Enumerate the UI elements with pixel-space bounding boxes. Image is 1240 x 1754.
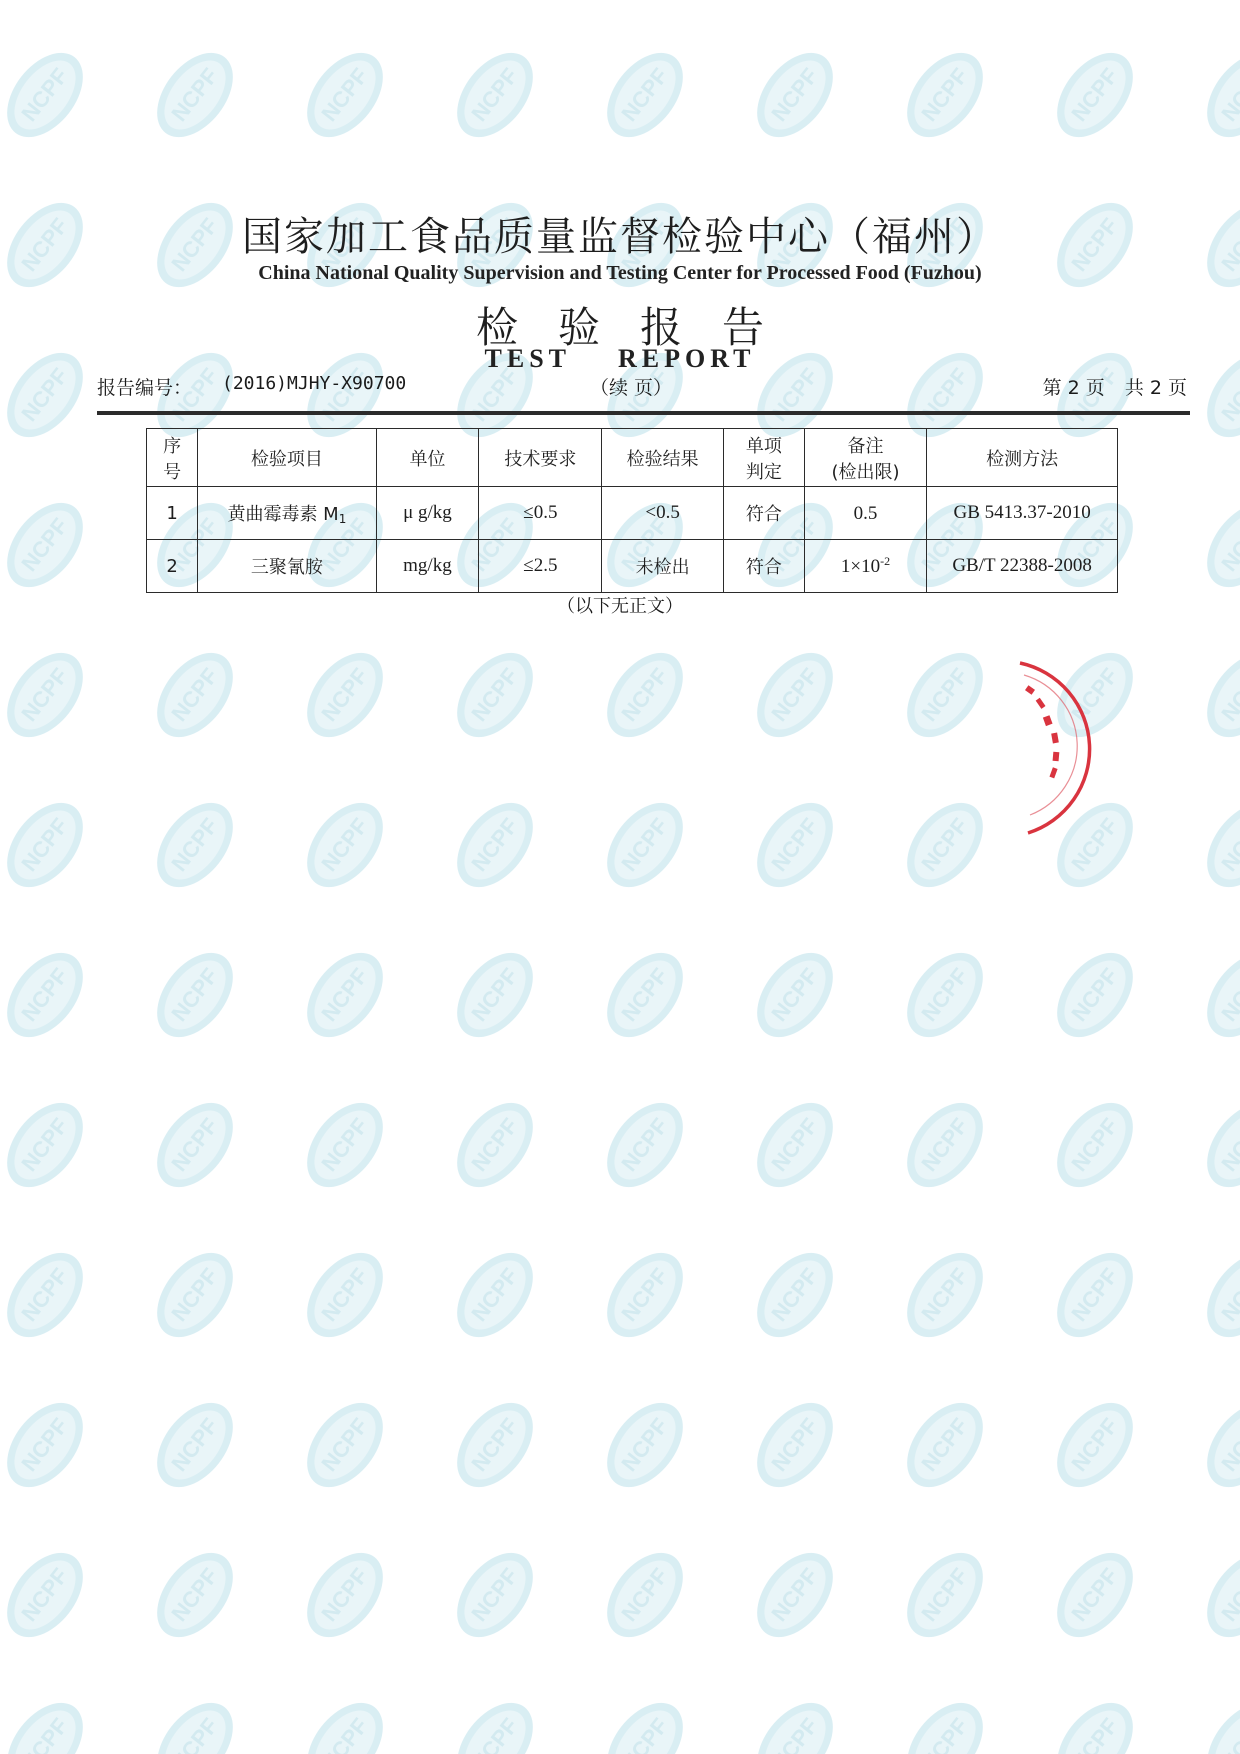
- test-results-table: [146, 428, 1118, 593]
- page-current: 第 2 页: [1042, 377, 1105, 399]
- official-seal-stamp: [1000, 655, 1110, 845]
- row-unit: μ g/kg: [376, 487, 479, 540]
- row-result: 未检出: [602, 540, 723, 593]
- row-seq: 1: [147, 487, 198, 540]
- row-requirement: ≤2.5: [479, 540, 602, 593]
- row-unit: mg/kg: [376, 540, 479, 593]
- end-of-text-note: （以下无正文）: [557, 596, 683, 617]
- header-note: 备注 (检出限): [804, 429, 926, 487]
- row-result: <0.5: [602, 487, 723, 540]
- report-title-cn: 检验报告: [475, 303, 804, 352]
- report-title-en: TEST REPORT: [484, 344, 756, 373]
- page-total: 共 2 页: [1124, 377, 1187, 399]
- org-name-en: China National Quality Supervision and Testing Center for Processed Food (Fuzhou): [258, 262, 982, 284]
- header-divider: [97, 411, 1190, 415]
- header-judgement: 单项 判定: [723, 429, 804, 487]
- report-number-label: 报告编号：: [97, 377, 193, 399]
- report-number-value: (2016)MJHY-X90700: [222, 373, 407, 394]
- header-seq: 序 号: [147, 429, 198, 487]
- table-row: [147, 487, 1118, 540]
- row-note: $1\times 10^{-2}$: [804, 540, 926, 593]
- header-requirement: 技术要求: [479, 429, 602, 487]
- table-header-row: [147, 429, 1118, 487]
- continued-page-label: （续 页）: [590, 377, 673, 399]
- row-judgement: 符合: [723, 540, 804, 593]
- header-unit: 单位: [376, 429, 479, 487]
- header-item: 检验项目: [198, 429, 376, 487]
- row-item: 三聚氰胺: [198, 540, 376, 593]
- row-seq: 2: [147, 540, 198, 593]
- header-result: 检验结果: [602, 429, 723, 487]
- org-name-cn: 国家加工食品质量监督检验中心（福州）: [242, 214, 998, 260]
- header-method: 检测方法: [927, 429, 1118, 487]
- row-method: GB/T 22388-2008: [927, 540, 1118, 593]
- row-judgement: 符合: [723, 487, 804, 540]
- row-note: 0.5: [804, 487, 926, 540]
- row-method: GB 5413.37-2010: [927, 487, 1118, 540]
- table-row: [147, 540, 1118, 593]
- row-requirement: ≤0.5: [479, 487, 602, 540]
- page-info: [1043, 373, 1187, 400]
- row-item: 黄曲霉毒素 $M_1$: [198, 487, 376, 540]
- report-meta-row: [97, 373, 1187, 403]
